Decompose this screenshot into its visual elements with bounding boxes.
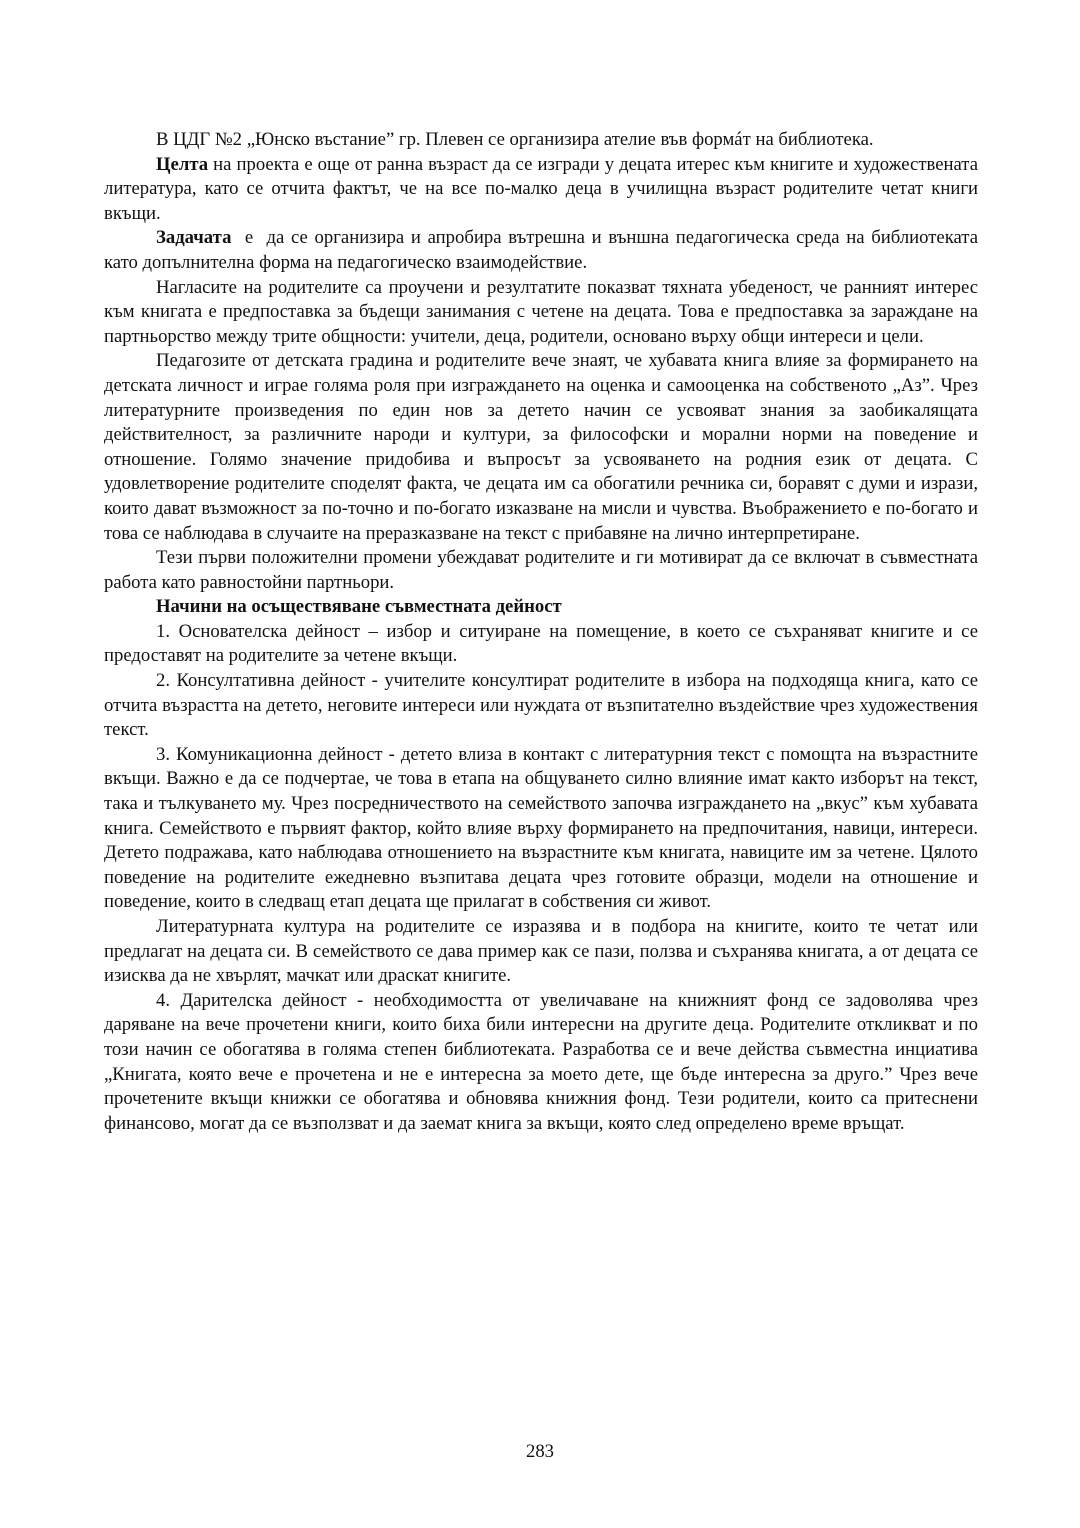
task-paragraph: Задачата е да се организира и апробира вътрешна и външна педагогическа среда на библиотеката като допълнителна форма на педагогическо взаимодействие.	[104, 227, 983, 273]
literary-culture-paragraph: Литературната култура на родителите се изразява и в подбора на книгите, които те четат или предлагат на децата си. В семейството се дава пример как се пази, ползва и съхранява книгата, а от децата се изисква да не хвърлят, мачкат или драскат книгите.	[104, 916, 978, 987]
document-body	[104, 128, 983, 1136]
intro-paragraph: В ЦДГ №2 „Юнско въстание” гр. Плевен се организира ателие във формáт на библиотека.	[156, 129, 874, 150]
list-item-donation: 4. Дарителска дейност - необходимостта от увеличаване на книжният фонд се задоволява чрез даряване на вече прочетени книги, които биха били интересни на другите деца. Родителите откликват и по този начин се обогатява в голяма степен библиотеката. Разработва се и вече действа съвместна инциатива „Книгата, която вече е прочетена и не е интересна за моето дете, ще бъде интересна за друго.” Чрез вече прочетените вкъщи книжки се обогатява и обновява книжния фонд. Тези родители, които са притеснени финансово, могат да се възползват и да заемат книга за вкъщи, която след определено време връщат.	[104, 989, 978, 1134]
list-item-consultative: 2. Консултативна дейност - учителите консултират родителите в избора на подходяща книга, като се отчита възрастта на детето, неговите интереси или нуждата от възпитателно въздействие чрез художествения текст.	[104, 670, 978, 741]
pedagogues-paragraph: Педагозите от детската градина и родителите вече знаят, че хубавата книга влияе за формирането на детската личност и играе голяма роля при изграждането на оценка и самооценка на собственото „Аз”. Чрез литературните произведения по един нов за детето начин се усвояват знания за заобикалящата действителност, за различните народи и култури, за философски и морални норми на поведение и отношение. Голямо значение придобива и въпросът за усвояването на родния език от децата. С удовлетворение родителите споделят факта, че децата им са обогатили речника си, боравят с думи и изрази, които дават възможност за по-точно и по-богато изказване на мисли и чувства. Въображението е по-богато и това се наблюдава в случаите на преразказване на текст с прибавяне на лично интерпретиране.	[104, 350, 978, 544]
goal-paragraph: Целта на проекта е още от ранна възраст да се изгради у децата итерес към книгите и художествената литература, като се отчита фактът, че на все по-малко деца в училищна възраст родителите четат книги вкъщи.	[104, 153, 978, 224]
first-changes-paragraph: Тези първи положителни промени убеждават родителите и ги мотивират да се включат в съвместната работа като равностойни партньори.	[104, 547, 978, 593]
list-item-communication: 3. Комуникационна дейност - детето влиза в контакт с литературния текст с помощта на възрастните вкъщи. Важно е да се подчертае, че това в етапа на общуването силно влияние имат както изборът на текст, така и тълкуването му. Чрез посредничеството на семейството започва изграждането на „вкус” към хубавата книга. Семейството е първият фактор, който влияе върху формирането на предпочитания, навици, интереси. Детето подражава, като наблюдава отношението на възрастните към книгата, навиците им за четене. Цялото поведение на родителите ежедневно възпитава децата чрез готовите образци, модели на отношение и поведение, които в следващ етап децата ще прилагат в собствения си живот.	[104, 743, 978, 913]
goal-lead: Целта	[156, 153, 209, 175]
parents-attitude-paragraph: Нагласите на родителите са проучени и резултатите показват тяхната убеденост, че ранният интерес към книгата е предпоставка за бъдещи занимания с четене на децата. Това е предпоставка за зараждане на партньорство между трите общности: учители, деца, родители, основано върху общи интереси и цели.	[104, 276, 978, 347]
list-item-founding: 1. Основателска дейност – избор и ситуиране на помещение, в което се съхраняват книгите и се предоставят на родителите за четене вкъщи.	[104, 620, 978, 667]
task-lead: Задачата	[156, 227, 232, 249]
page-number: 283	[525, 1441, 555, 1462]
section-heading: Начини на осъществяване съвместната дейност	[156, 596, 562, 618]
